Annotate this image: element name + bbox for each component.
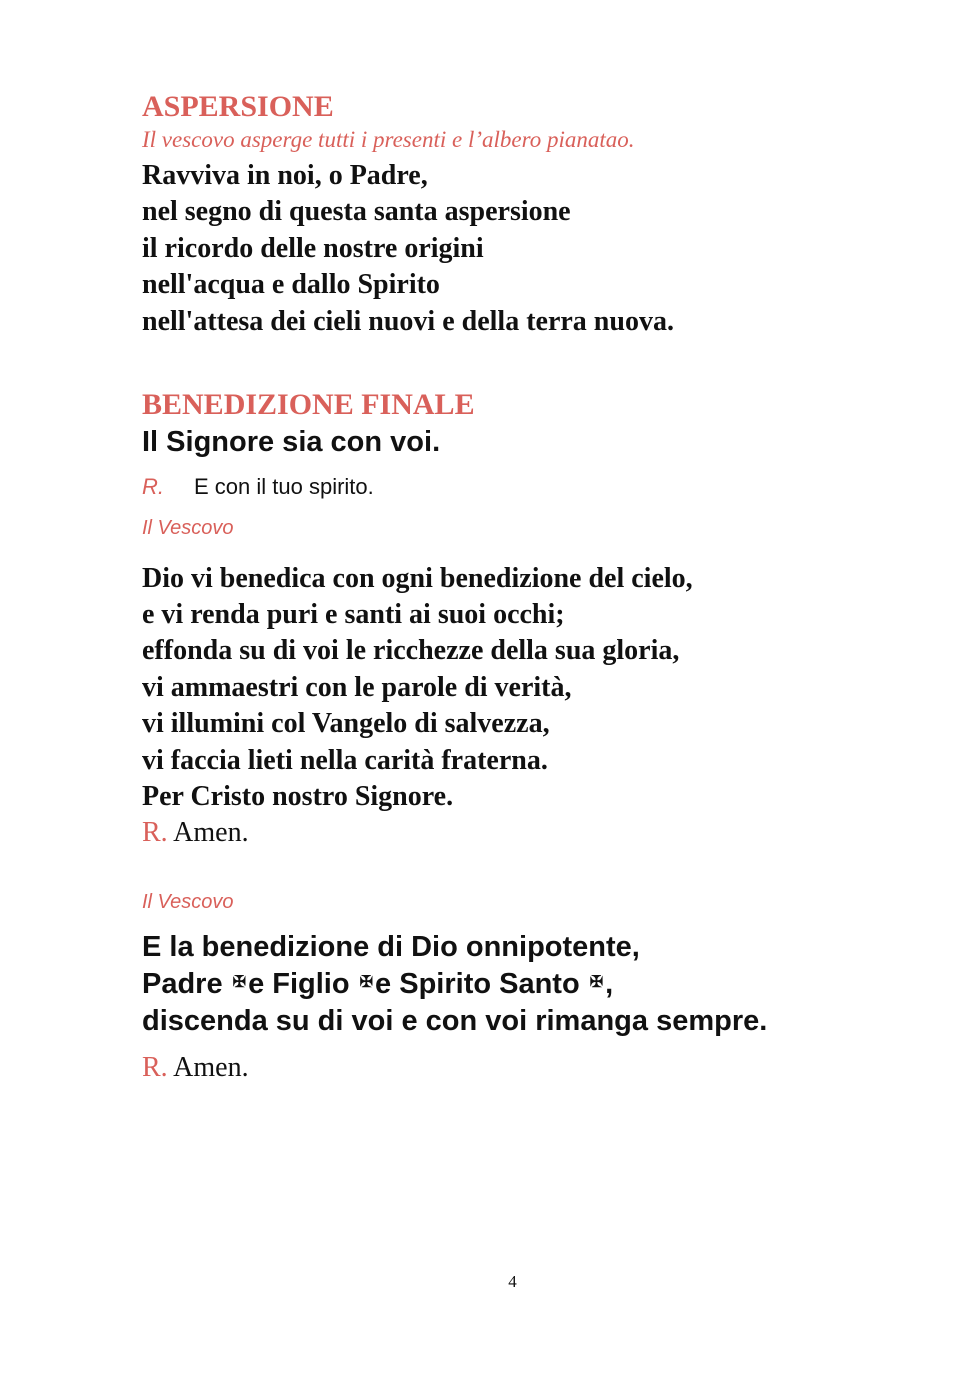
rubric-vescovo-1: Il Vescovo [142, 516, 234, 539]
prayer-line: Per Cristo nostro Signore. [142, 780, 454, 812]
document-page [142, 88, 902, 1086]
heading-benedizione-finale: BENEDIZIONE FINALE [142, 388, 475, 422]
cross-icon: ✠ [589, 973, 604, 991]
response-label: R. [142, 473, 164, 499]
prayer-line: Ravviva in noi, o Padre, [142, 160, 428, 191]
prayer-line: Dio vi benedica con ogni benedizione del cielo, [142, 562, 693, 594]
response-greeting [142, 473, 902, 501]
final-line-2-part: , [605, 967, 614, 1000]
page-number: 4 [508, 1272, 517, 1291]
amen-label: R. [142, 817, 168, 849]
rubric-aspersione: Il vescovo asperge tutti i presenti e l’albero pianatao. [142, 127, 635, 152]
cross-icon: ✠ [359, 973, 374, 991]
amen-response-2 [142, 1050, 902, 1086]
prayer-line: e vi renda puri e santi ai suoi occhi; [142, 598, 565, 630]
section-aspersione [142, 88, 902, 340]
response-text: E con il tuo spirito. [194, 473, 374, 499]
cross-icon: ✠ [232, 973, 247, 991]
prayer-line: il ricordo delle nostre origini [142, 232, 484, 264]
prayer-line: nell'attesa dei cieli nuovi e della terra nuova. [142, 305, 674, 337]
amen-text: Amen. [173, 817, 249, 849]
prayer-line: nell'acqua e dallo Spirito [142, 269, 440, 301]
final-blessing [142, 929, 902, 1040]
final-line-2 [142, 966, 902, 1004]
final-line-2-part: e Spirito Santo [375, 967, 580, 1000]
prayer-line: vi faccia lieti nella carità fraterna. [142, 744, 548, 776]
final-line-3: discenda su di voi e con voi rimanga sempre. [142, 1005, 768, 1038]
prayer-benedizione [142, 561, 902, 816]
prayer-aspersione [142, 158, 902, 340]
amen-response-1 [142, 815, 902, 851]
final-line-2-part: Padre [142, 967, 223, 1000]
prayer-line: vi illumini col Vangelo di salvezza, [142, 708, 550, 740]
final-line-2-part: e Figlio [248, 967, 350, 1000]
rubric-vescovo-2: Il Vescovo [142, 891, 234, 914]
prayer-line: effonda su di voi le ricchezze della sua gloria, [142, 635, 680, 667]
final-line-1: E la benedizione di Dio onnipotente, [142, 931, 640, 964]
amen-label: R. [142, 1051, 168, 1083]
prayer-line: nel segno di questa santa aspersione [142, 196, 571, 228]
heading-aspersione: ASPERSIONE [142, 90, 334, 123]
section-benedizione-finale [142, 386, 902, 1086]
greeting: Il Signore sia con voi. [142, 426, 441, 459]
amen-text: Amen. [173, 1051, 249, 1083]
prayer-line: vi ammaestri con le parole di verità, [142, 671, 572, 703]
